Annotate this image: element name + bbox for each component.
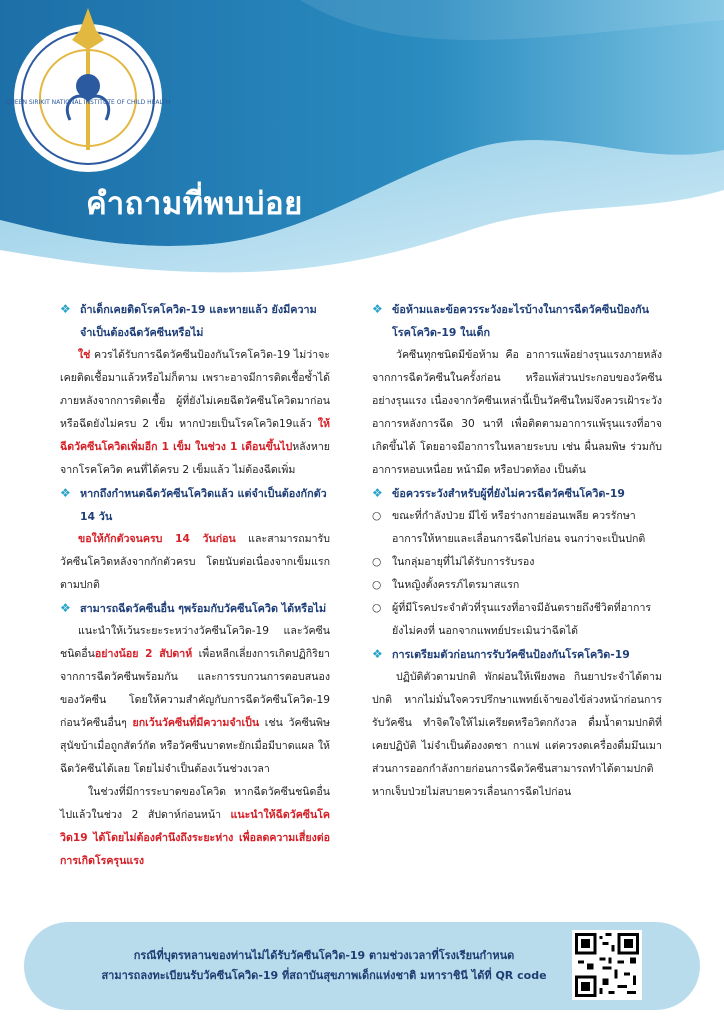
diamond-bullet-icon: ❖ (60, 601, 71, 615)
diamond-bullet-icon: ❖ (372, 302, 383, 316)
question-3: ❖ สามารถฉีดวัคซีนอื่น ๆพร้อมกับวัคซีนโควิด ได้หรือไม่ (60, 597, 330, 620)
question-4: ❖ ข้อห้ามและข้อควรระวังอะไรบ้างในการฉีดวัคซีนป้องกันโรคโควิด-19 ในเด็ก (372, 298, 662, 344)
circle-bullet-icon: ○ (372, 510, 382, 522)
list-item: ○ ขณะที่กำลังป่วย มีไข้ หรือร่างกายอ่อนเพลีย ควรรักษาอาการให้หายและเลื่อนการฉีดไปก่อน จนกว่าจะเป็นปกติ (372, 505, 662, 551)
answer-2: ขอให้กักตัวจนครบ 14 วันก่อน และสามารถมารับวัคซีนโควิดหลังจากกักตัวครบ โดยนับต่อเนื่องจากเข็มแรกตามปกติ (60, 533, 330, 591)
circle-bullet-icon: ○ (372, 602, 382, 614)
qr-code-icon[interactable] (572, 930, 642, 1000)
question-6: ❖ การเตรียมตัวก่อนการรับวัคซีนป้องกันโรคโควิด-19 (372, 643, 662, 666)
institute-logo (0, 0, 176, 176)
right-column (372, 298, 662, 804)
list-item: ○ ในกลุ่มอายุที่ไม่ได้รับการรับรอง (372, 551, 662, 574)
header-banner (0, 0, 724, 300)
question-1: ❖ ถ้าเด็กเคยติดโรคโควิด-19 และหายแล้ว ยังมีความจำเป็นต้องฉีดวัคซีนหรือไม่ (60, 298, 330, 344)
diamond-bullet-icon: ❖ (372, 647, 383, 661)
question-2: ❖ หากถึงกำหนดฉีดวัคซีนโควิดแล้ว แต่จำเป็นต้องกักตัว 14 วัน (60, 482, 330, 528)
circle-bullet-icon: ○ (372, 579, 382, 591)
diamond-bullet-icon: ❖ (372, 486, 383, 500)
answer-4: วัคซีนทุกชนิดมีข้อห้าม คือ อาการแพ้อย่างรุนแรงภายหลังจากการฉีดวัคซีนในครั้งก่อน หรือแพ้ส่วนประกอบของวัคซีนอย่างรุนแรง เนื่องจากวัคซีนเหล่านี้เป็นวัคซีนใหม่จึงควรเฝ้าระวังอาการหลังการฉีด 30 นาที เพื่อติดตามอาการแพ้รุนแรงที่อาจเกิดขึ้นได้ โดยอาจมีอาการในหลายระบบ เช่น ผื่นลมพิษ ร่วมกับอาการหอบเหนื่อย หน้ามืด หรือปวดท้อง เป็นต้น (372, 349, 662, 476)
list-item: ○ ผู้ที่มีโรคประจำตัวที่รุนแรงที่อาจมีอันตรายถึงชีวิตที่อาการยังไม่คงที่ นอกจากแพทย์ประเมินว่าฉีดได้ (372, 597, 662, 643)
diamond-bullet-icon: ❖ (60, 486, 71, 500)
answer-6: ปฏิบัติตัวตามปกติ พักผ่อนให้เพียงพอ กินยาประจำได้ตามปกติ หากไม่มั่นใจควรปรึกษาแพทย์เจ้าของไข้ล่วงหน้าก่อนการรับวัคซีน ทำจิตใจให้ไม่เครียดหรือวิตกกังวล ดื่มน้ำตามปกติที่เคยปฏิบัติ ไม่จำเป็นต้องงดชา กาแฟ แต่ควรงดเครื่องดื่มมึนเมา ส่วนการออกกำลังกายก่อนการฉีดวัคซีนสามารถทำได้ตามปกติ หากเจ็บป่วยไม่สบายควรเลื่อนการฉีดไปก่อน (372, 671, 662, 798)
left-column (60, 298, 330, 873)
answer-1: ใช่ ควรได้รับการฉีดวัคซีนป้องกันโรคโควิด-19 ไม่ว่าจะเคยติดเชื้อมาแล้วหรือไม่ก็ตาม เพราะอาจมีการติดเชื้อซ้ำได้ภายหลังจากการติดเชื้อ ผู้ที่ยังไม่เคยฉีดวัคซีนโควิดมาก่อน หรือฉีดยังไม่ครบ 2 เข็ม หากป่วยเป็นโรคโควิด19แล้ว ให้ฉีดวัคซีนโควิดเพิ่มอีก 1 เข็ม ในช่วง 1 เดือนขึ้นไปหลังหายจากโรคโควิด คนที่ได้ครบ 2 เข็มแล้ว ไม่ต้องฉีดเพิ่ม (60, 349, 330, 476)
logo-ring-text: QUEEN SIRIKIT NATIONAL INSTITUTE OF CHILD HEALTH (5, 99, 171, 106)
page-title: คำถามที่พบบ่อย (86, 186, 303, 222)
diamond-bullet-icon: ❖ (60, 302, 71, 316)
answer-3: แนะนำให้เว้นระยะระหว่างวัคซีนโควิด-19 และวัคซีนชนิดอื่นอย่างน้อย 2 สัปดาห์ เพื่อหลีกเลี่ยงการเกิดปฏิกิริยาจากการฉีดวัคซีนพร้อมกัน และการรบกวนการตอบสนองของวัคซีน โดยให้ความสำคัญกับการฉีดวัคซีนโควิด-19 ก่อนวัคซีนอื่นๆ ยกเว้นวัคซีนที่มีความจำเป็น เช่น วัคซีนพิษสุนัขบ้าเมื่อถูกสัตว์กัด หรือวัคซีนบาดทะยักเมื่อมีบาดแผล ให้ฉีดวัคซีนได้เลย โดยไม่จำเป็นต้องเว้นช่วงเวลา (60, 625, 330, 775)
footer-text: กรณีที่บุตรหลานของท่านไม่ได้รับวัคซีนโควิด-19 ตามช่วงเวลาที่โรงเรียนกำหนด สามารถลงทะเบียนรับวัคซีนโควิด-19 ที่สถาบันสุขภาพเด็กแห่งชาติ มหาราชินี ได้ที่ QR code (101, 949, 547, 982)
list-item: ○ ในหญิงตั้งครรภ์ไตรมาสแรก (372, 574, 662, 597)
registration-footer (24, 922, 700, 1010)
answer-3-extra: ในช่วงที่มีการระบาดของโควิด หากฉีดวัคซีนชนิดอื่นไปแล้วในช่วง 2 สัปดาห์ก่อนหน้า แนะนำให้ฉีดวัคซีนโควิด19 ได้โดยไม่ต้องคำนึงถึงระยะห่าง เพื่อลดความเสี่ยงต่อการเกิดโรครุนแรง (60, 786, 330, 867)
circle-bullet-icon: ○ (372, 556, 382, 568)
question-5: ❖ ข้อควรระวังสำหรับผู้ที่ยังไม่ควรฉีดวัคซีนโควิด-19 (372, 482, 662, 505)
